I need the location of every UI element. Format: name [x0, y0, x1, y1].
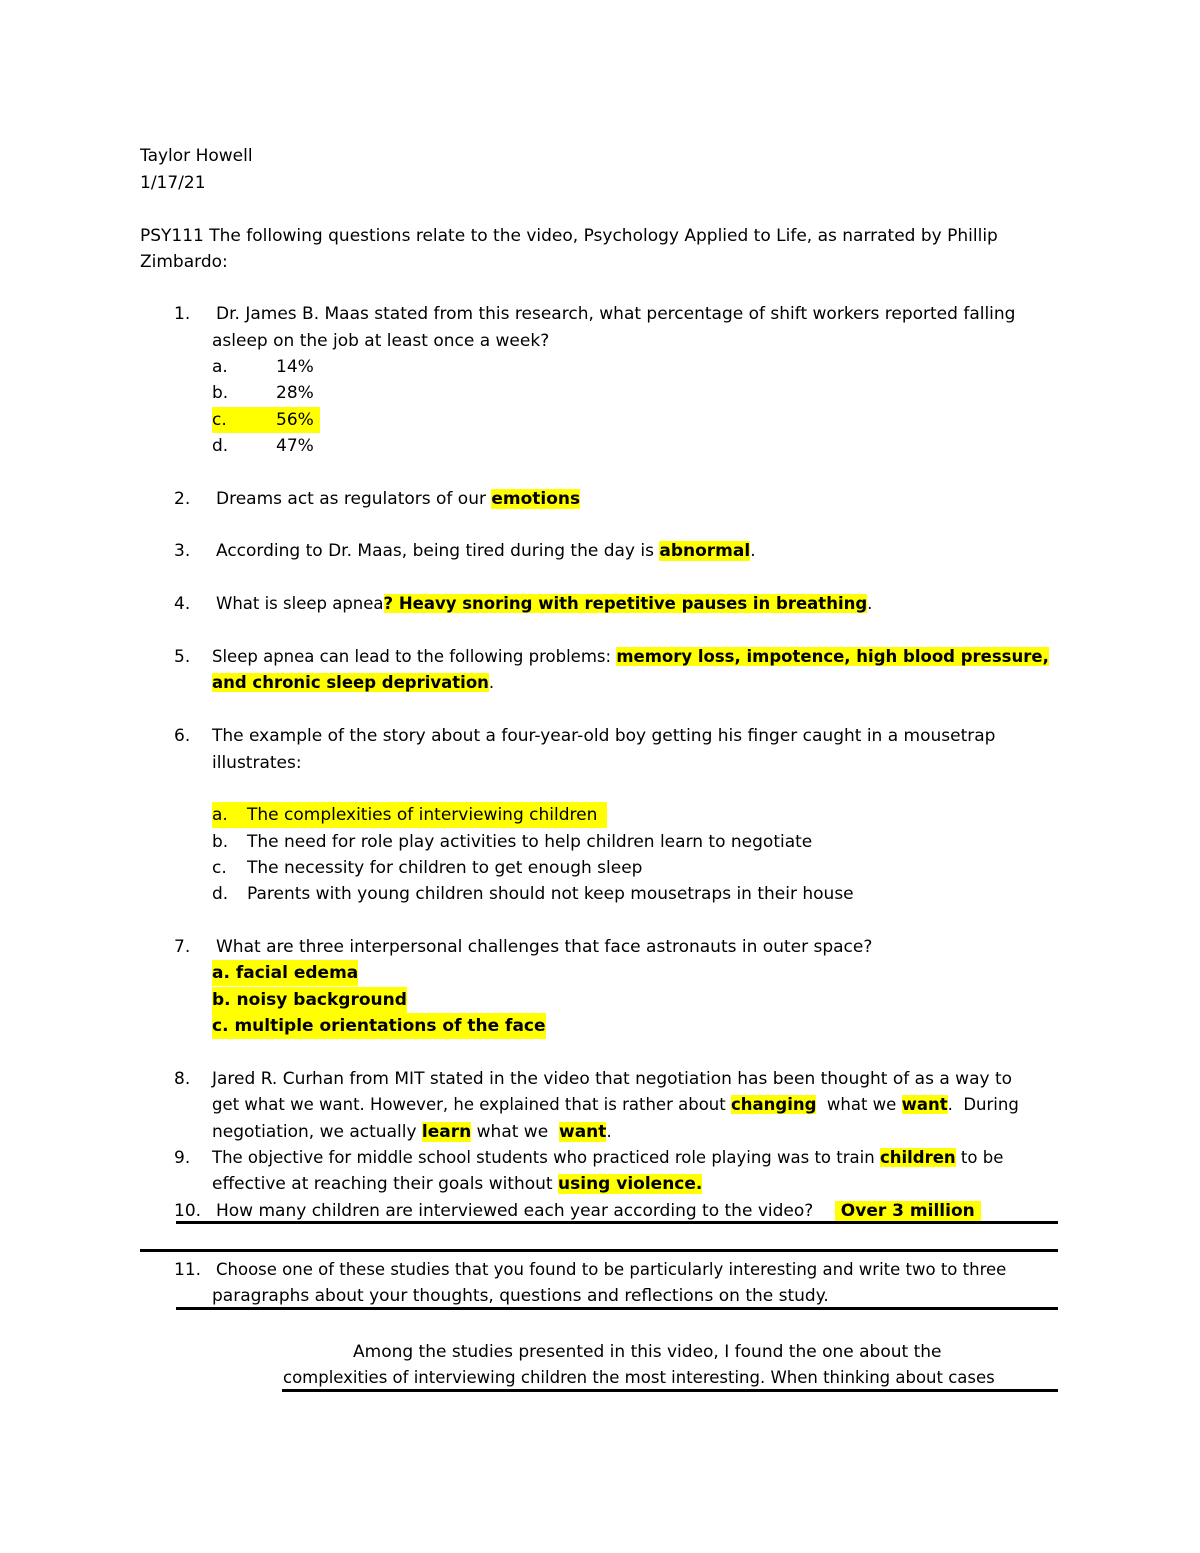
student-name: Taylor Howell	[140, 146, 253, 166]
q9-text-c: effective at reaching their goals without	[212, 1174, 559, 1194]
q5-number: 5.	[174, 647, 191, 667]
q8-text-c: . During	[947, 1095, 1019, 1114]
q3-line	[216, 538, 756, 564]
option-text: 47%	[276, 436, 314, 456]
option-letter: d.	[212, 884, 229, 904]
q11-number: 11.	[174, 1260, 202, 1280]
q1-option-a	[212, 354, 314, 380]
intro-line-2: Zimbardo:	[140, 252, 228, 272]
q8-answer-want: want	[901, 1095, 948, 1114]
option-letter: d.	[212, 436, 229, 456]
q8-line-1: Jared R. Curhan from MIT stated in the video that negotiation has been thought of as a way to	[212, 1069, 1013, 1089]
underline-rule	[176, 1307, 1058, 1310]
q5-end: .	[488, 673, 495, 692]
underline-rule	[176, 1221, 1058, 1224]
option-text: The complexities of interviewing children	[247, 805, 598, 825]
q8-text-e: what we	[471, 1122, 559, 1142]
q10-number: 10.	[174, 1201, 202, 1221]
q8-text-d: negotiation, we actually	[212, 1122, 422, 1142]
q8-answer-want-2: want	[558, 1122, 607, 1142]
separator-rule	[140, 1249, 1058, 1252]
q10-text: How many children are interviewed each year according to the video?	[216, 1201, 835, 1221]
q8-line-3	[212, 1119, 612, 1145]
q5-answer-2: and chronic sleep deprivation	[212, 673, 489, 692]
q8-number: 8.	[174, 1069, 191, 1089]
q4-end: .	[867, 594, 873, 613]
q8-text-a: get what we want. However, he explained that is rather about	[212, 1095, 731, 1114]
q7-answer-c: c. multiple orientations of the face	[212, 1013, 546, 1039]
option-letter: a.	[212, 805, 228, 825]
essay-line-1: Among the studies presented in this video, I found the one about the	[353, 1342, 942, 1362]
option-letter: b.	[212, 383, 229, 403]
q4-number: 4.	[174, 594, 191, 614]
q6-line-2: illustrates:	[212, 753, 302, 773]
q8-line-2	[212, 1092, 1019, 1118]
q4-text: What is sleep apnea	[216, 594, 384, 613]
q6-option-a-selected	[212, 802, 607, 828]
q9-answer-violence: using violence.	[558, 1174, 703, 1194]
option-text: The necessity for children to get enough sleep	[247, 858, 643, 878]
q10-answer: Over 3 million	[834, 1201, 981, 1221]
q5-line-2	[212, 670, 494, 696]
option-text: 56%	[276, 410, 314, 430]
q5-answer-1: memory loss, impotence, high blood pressure,	[616, 647, 1049, 666]
q3-end: .	[750, 541, 756, 561]
q1-option-b	[212, 380, 314, 406]
option-letter: c.	[212, 410, 227, 430]
q9-line-1	[212, 1145, 1003, 1171]
essay-line-2: complexities of interviewing children the most interesting. When thinking about cases	[283, 1368, 995, 1387]
q1-line-1: Dr. James B. Maas stated from this research, what percentage of shift workers reported falling	[216, 304, 1016, 324]
q7-answer-a: a. facial edema	[212, 960, 358, 986]
q9-text-b: to be	[955, 1148, 1004, 1167]
q2-line	[216, 486, 580, 512]
q9-line-2	[212, 1171, 702, 1197]
q9-answer-children: children	[879, 1148, 956, 1167]
option-text: 28%	[276, 383, 314, 403]
q7-line: What are three interpersonal challenges that face astronauts in outer space?	[216, 937, 873, 957]
intro-line-1: PSY111 The following questions relate to the video, Psychology Applied to Life, as narrated by Phillip	[140, 226, 998, 246]
option-letter: c.	[212, 858, 227, 878]
q1-option-c-selected	[212, 407, 320, 433]
q6-line-1: The example of the story about a four-year-old boy getting his finger caught in a mousetrap	[212, 726, 996, 746]
q1-line-2: asleep on the job at least once a week?	[212, 331, 550, 351]
q4-line	[216, 591, 872, 617]
q2-number: 2.	[174, 489, 191, 509]
option-letter: a.	[212, 357, 228, 377]
q9-text-a: The objective for middle school students who practiced role playing was to train	[212, 1148, 880, 1167]
q11-line-2: paragraphs about your thoughts, questions and reflections on the study.	[212, 1286, 829, 1306]
q5-line-1	[212, 644, 1049, 670]
underline-rule	[282, 1389, 1058, 1392]
q3-number: 3.	[174, 541, 191, 561]
q2-answer: emotions	[491, 489, 581, 509]
q3-text: According to Dr. Maas, being tired during the day is	[216, 541, 660, 561]
q6-option-c	[212, 855, 642, 881]
document-date: 1/17/21	[140, 173, 206, 193]
q3-answer: abnormal	[659, 541, 751, 561]
q6-option-b	[212, 829, 812, 855]
option-letter: b.	[212, 832, 229, 852]
q1-option-d	[212, 433, 314, 459]
q7-answer-b: b. noisy background	[212, 987, 407, 1013]
q8-text-f: .	[606, 1122, 612, 1142]
q4-answer: ? Heavy snoring with repetitive pauses in breathing	[383, 594, 868, 613]
q2-text: Dreams act as regulators of our	[216, 489, 492, 509]
option-text: Parents with young children should not keep mousetraps in their house	[247, 884, 854, 904]
q11-line-1: Choose one of these studies that you found to be particularly interesting and write two to three	[216, 1260, 1007, 1279]
q9-number: 9.	[174, 1148, 191, 1168]
q7-number: 7.	[174, 937, 191, 957]
option-text: The need for role play activities to help children learn to negotiate	[247, 832, 813, 852]
q8-text-b: what we	[816, 1095, 902, 1114]
q5-text: Sleep apnea can lead to the following problems:	[212, 647, 617, 666]
option-text: 14%	[276, 357, 314, 377]
q6-option-d	[212, 881, 854, 907]
q6-number: 6.	[174, 726, 191, 746]
q8-answer-changing: changing	[730, 1095, 817, 1114]
q1-number: 1.	[174, 304, 191, 324]
q8-answer-learn: learn	[421, 1122, 472, 1142]
